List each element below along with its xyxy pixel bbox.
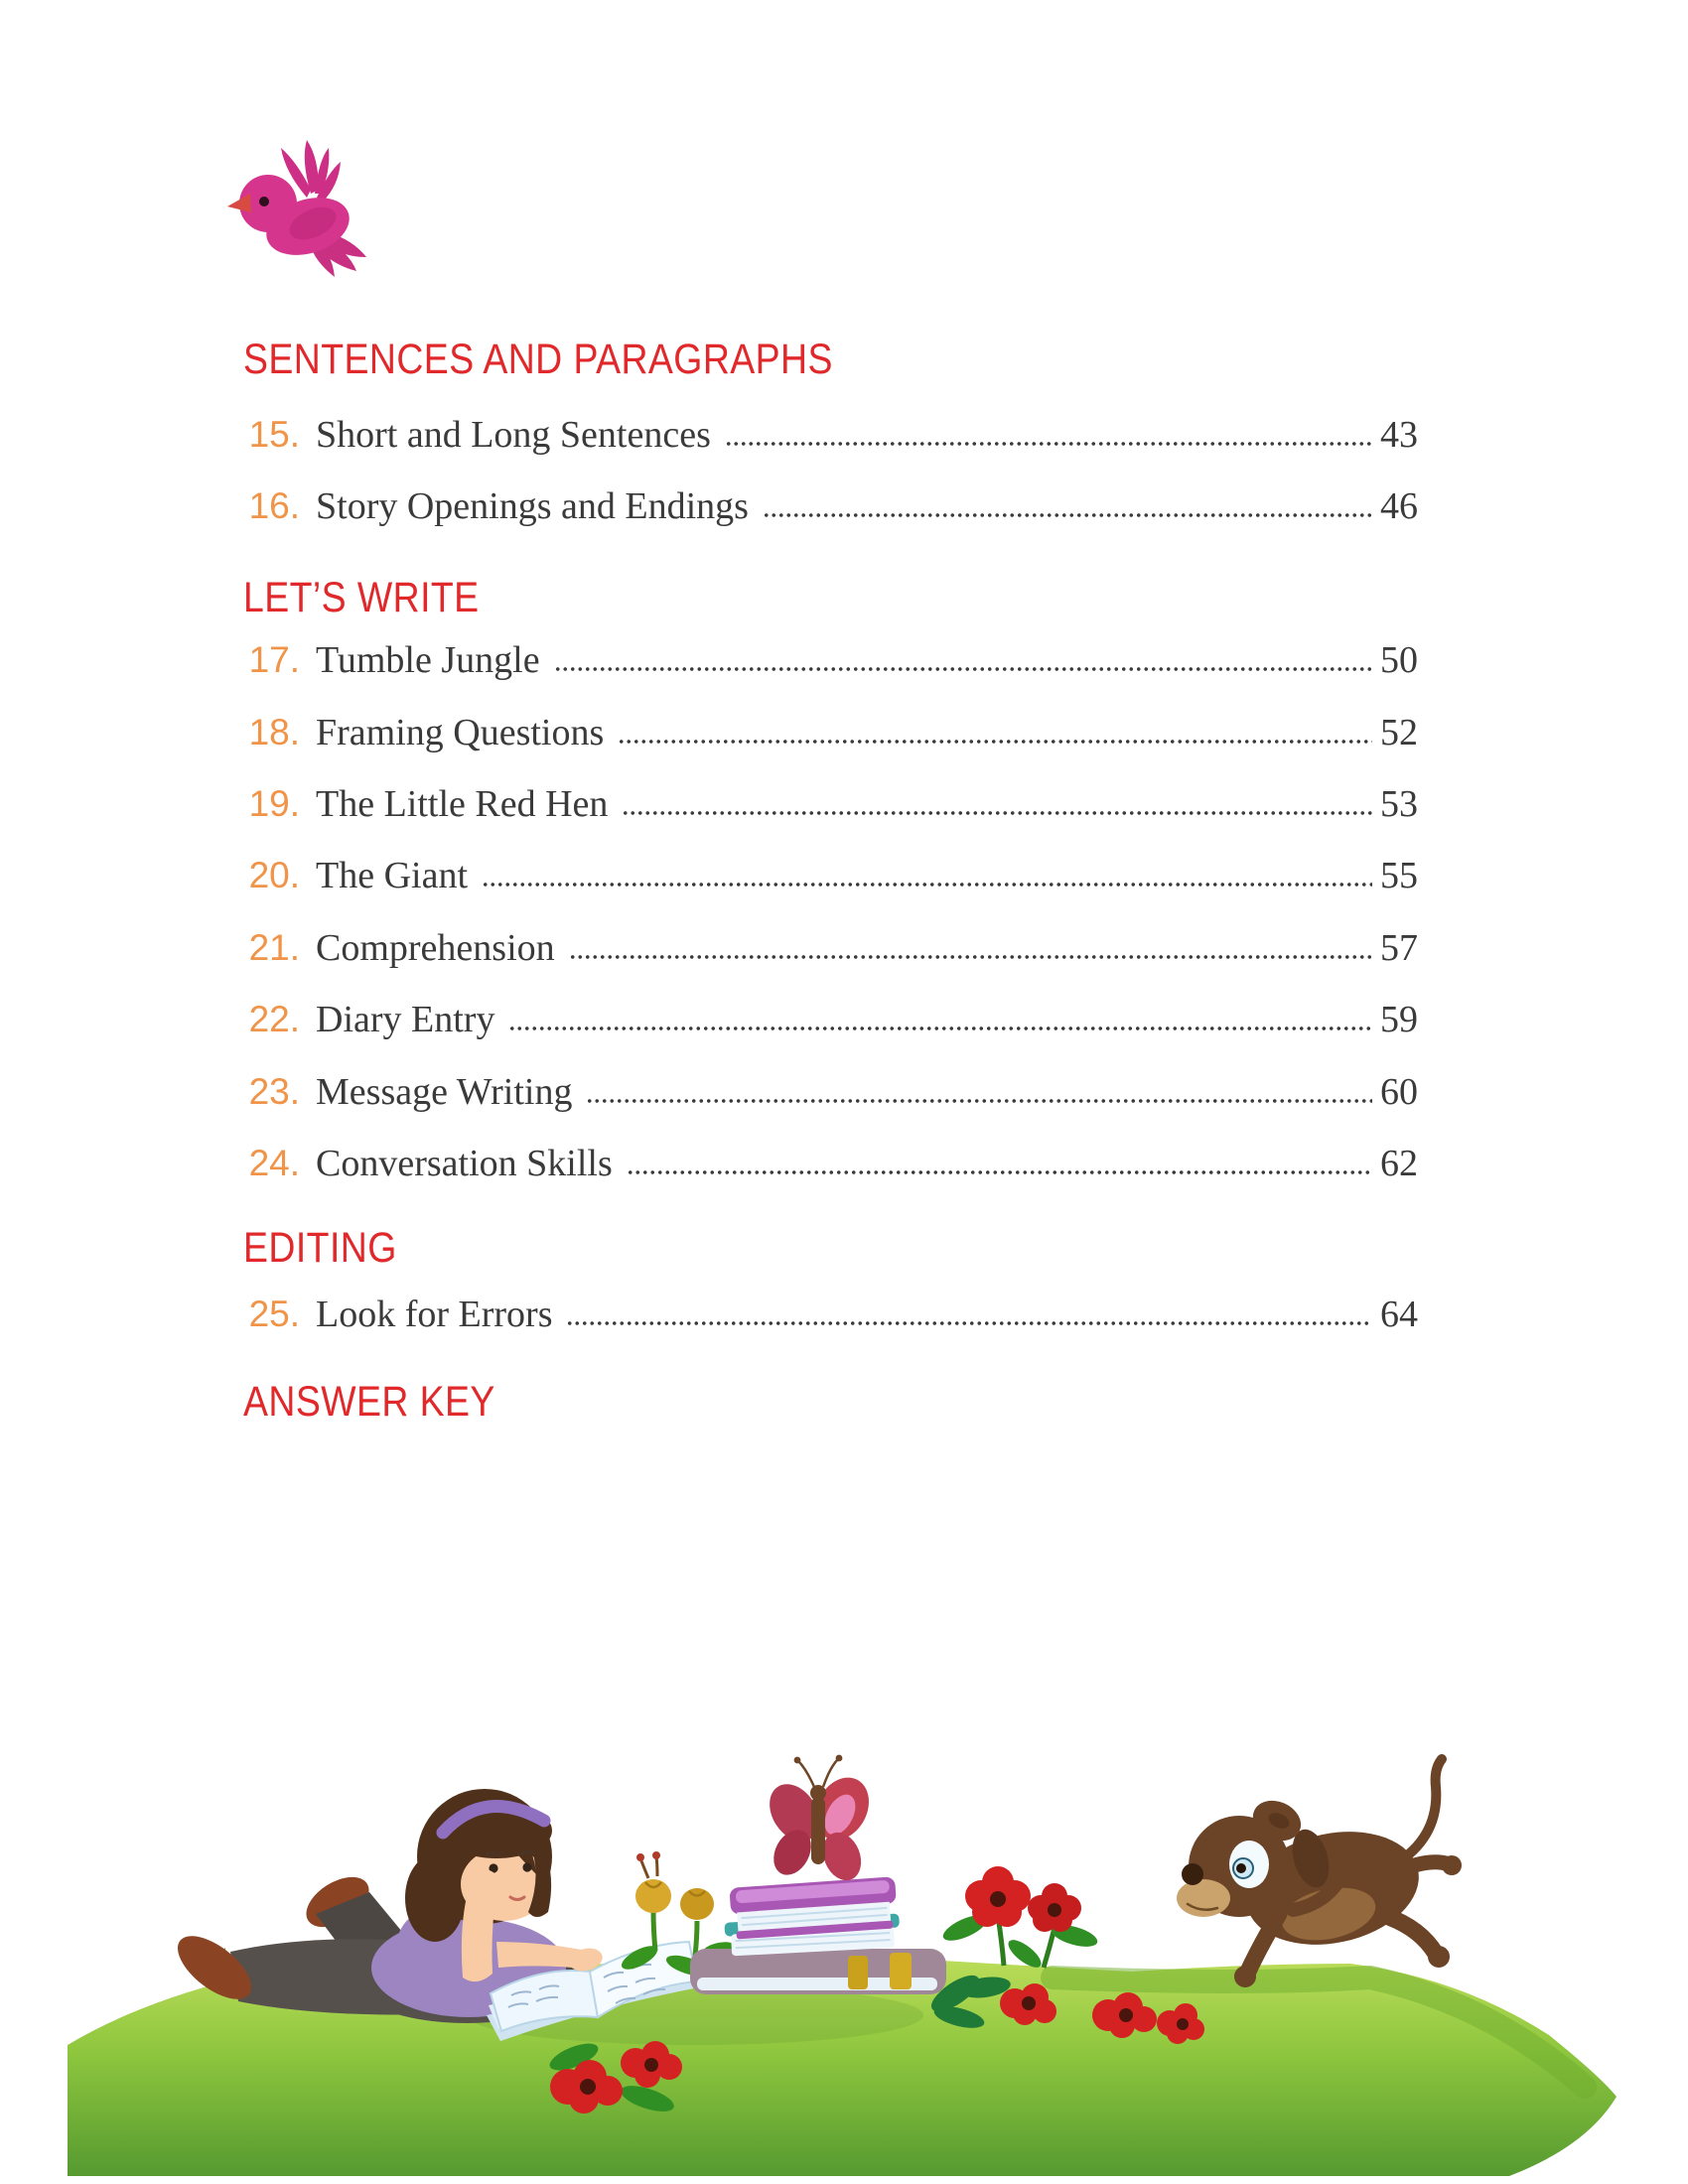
entry-number: 23. [248, 1071, 300, 1112]
dog-paw [1428, 1946, 1450, 1968]
dot-leader [763, 511, 1372, 519]
entry-number: 20. [248, 855, 300, 895]
tulip-flower [635, 1879, 671, 1913]
entry-page-number: 52 [1380, 712, 1418, 753]
butterfly-antennae [798, 1759, 838, 1787]
section-heading-answer-key: ANSWER KEY [243, 1378, 495, 1426]
entry-number: 25. [248, 1294, 300, 1334]
running-dog [1177, 1759, 1462, 1987]
section-heading-lets-write: LET’S WRITE [243, 574, 480, 621]
entry-number: 17. [248, 639, 300, 680]
entry-page-number: 60 [1380, 1071, 1418, 1113]
entry-page-number: 64 [1380, 1294, 1418, 1335]
pink-bird-illustration [223, 132, 372, 281]
entry-title: Look for Errors [316, 1294, 553, 1335]
entry-title: Tumble Jungle [316, 639, 540, 681]
dot-leader [566, 1319, 1372, 1327]
entry-number: 19. [248, 783, 300, 824]
entry-number: 22. [248, 999, 300, 1039]
toc-entry [238, 482, 1418, 530]
butterfly-antenna-tip [836, 1755, 843, 1762]
entry-page-number: 55 [1380, 855, 1418, 896]
entry-number: 18. [248, 712, 300, 752]
butterfly [760, 1755, 880, 1886]
dot-leader [618, 738, 1372, 746]
entry-number: 15. [248, 414, 300, 455]
entry-title: Diary Entry [316, 999, 495, 1040]
dot-leader [508, 1024, 1372, 1032]
toc-entry [238, 1140, 1418, 1187]
tulip-stamens [636, 1851, 660, 1878]
dog-pupil [1236, 1863, 1246, 1873]
toc-entry [238, 1068, 1418, 1116]
tulip-stem [695, 1921, 697, 1956]
entry-title: The Giant [316, 855, 469, 896]
toc-entry [238, 1291, 1418, 1338]
butterfly-antenna-tip [794, 1757, 801, 1764]
toc-entry [238, 780, 1418, 828]
entry-title: Short and Long Sentences [316, 414, 711, 456]
dog-paw [1442, 1855, 1462, 1875]
dot-leader [569, 953, 1372, 961]
red-flower [965, 1866, 1031, 1927]
toc-entry [238, 924, 1418, 972]
toc-entry [238, 996, 1418, 1043]
entry-title: Message Writing [316, 1071, 573, 1113]
dog-muzzle [1177, 1879, 1230, 1917]
stack-of-books [690, 1876, 946, 1994]
toc-entry [238, 636, 1418, 684]
meadow-scene-illustration [0, 1717, 1688, 2184]
book-clasp [848, 1956, 868, 1989]
entry-page-number: 46 [1380, 485, 1418, 527]
dog-nose [1182, 1863, 1203, 1885]
entry-title: Story Openings and Endings [316, 485, 749, 527]
toc-entry [238, 411, 1418, 459]
entry-page-number: 43 [1380, 414, 1418, 456]
bird-beak [227, 194, 251, 212]
dot-leader [627, 1168, 1372, 1176]
dot-leader [482, 881, 1372, 888]
dot-leader [622, 809, 1372, 817]
tulip-stem [653, 1911, 655, 1951]
toc-entry [238, 709, 1418, 756]
toc-entry [238, 852, 1418, 899]
dot-leader [725, 440, 1372, 448]
girl-propping-hand [467, 1869, 500, 1903]
entry-title: The Little Red Hen [316, 783, 609, 825]
entry-title: Framing Questions [316, 712, 605, 753]
tulip-flower [680, 1888, 714, 1920]
entry-number: 16. [248, 485, 300, 526]
bird-eye [259, 197, 269, 206]
dot-leader [554, 665, 1372, 673]
dog-hind-leg-bent [1386, 1916, 1436, 1954]
red-stem-flowers [939, 1866, 1099, 1973]
dog-paw [1234, 1966, 1256, 1987]
entry-number: 24. [248, 1143, 300, 1183]
entry-page-number: 53 [1380, 783, 1418, 825]
book-clasp [890, 1953, 912, 1989]
entry-page-number: 57 [1380, 927, 1418, 969]
dot-leader [586, 1097, 1372, 1105]
red-flower [1028, 1883, 1081, 1932]
section-heading-editing: EDITING [243, 1224, 397, 1272]
butterfly-head [810, 1785, 826, 1801]
butterfly-body [811, 1797, 825, 1864]
entry-title: Comprehension [316, 927, 555, 969]
entry-page-number: 62 [1380, 1143, 1418, 1184]
girl-eye-right [522, 1862, 531, 1871]
entry-page-number: 50 [1380, 639, 1418, 681]
entry-number: 21. [248, 927, 300, 968]
entry-page-number: 59 [1380, 999, 1418, 1040]
section-heading-sentences-and-paragraphs: SENTENCES AND PARAGRAPHS [243, 336, 833, 383]
entry-title: Conversation Skills [316, 1143, 613, 1184]
